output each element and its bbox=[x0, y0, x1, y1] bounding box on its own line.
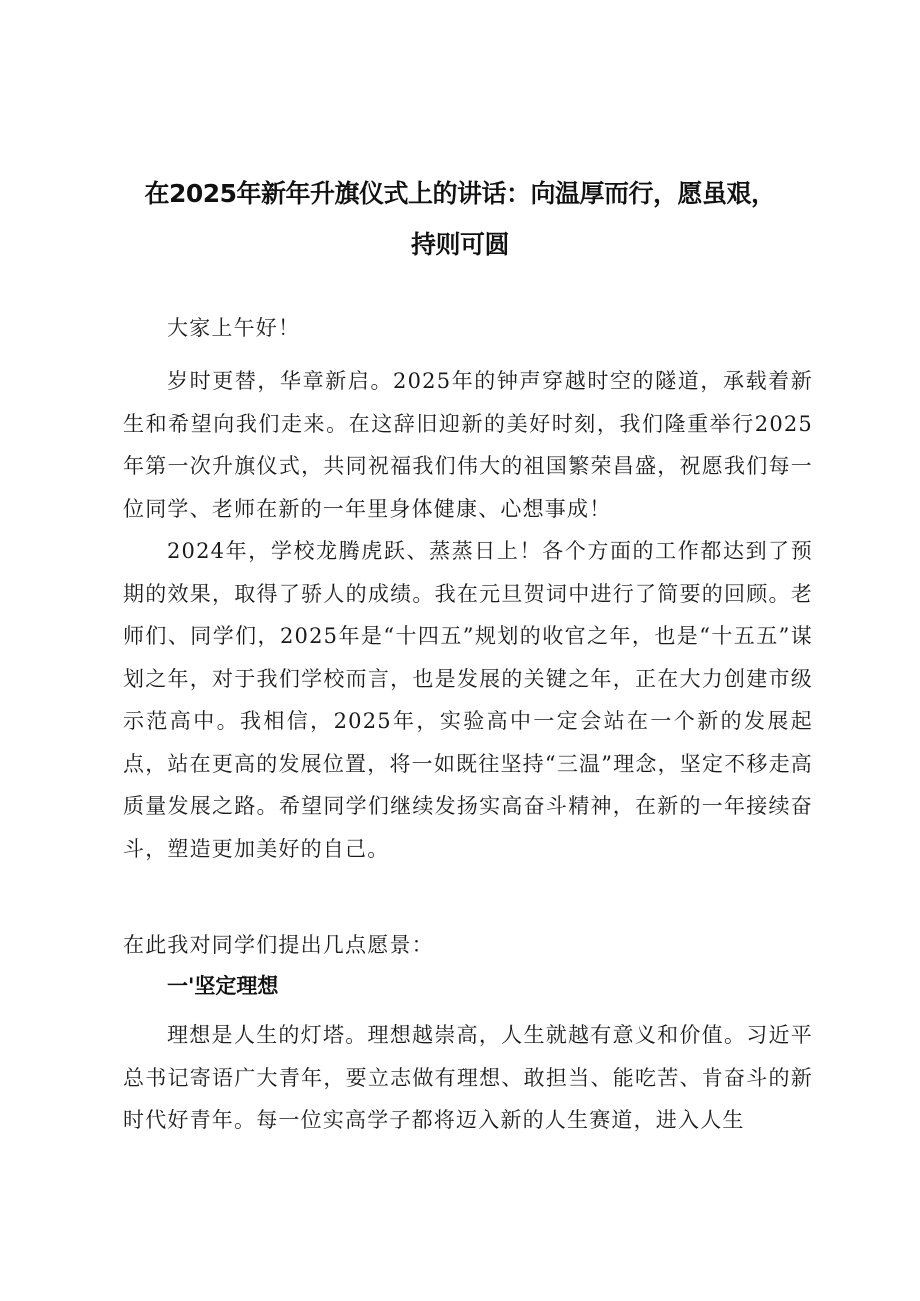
paragraph-3: 理想是人生的灯塔。理想越崇高，人生就越有意义和价值。习近平总书记寄语广大青年，要立志做有理想、敢担当、能吃苦、肯奋斗的新时代好青年。每一位实高学子都将迈入新的人生赛道，进入人生 bbox=[123, 1023, 813, 1132]
document-title-line-1: 在2025年新年升旗仪式上的讲话：向温厚而行，愿虽艰， bbox=[144, 179, 776, 208]
section-heading-1: 一'坚定理想 bbox=[167, 974, 279, 998]
document-title-line-2: 持则可圆 bbox=[410, 230, 509, 259]
paragraph-2: 2024年，学校龙腾虎跃、蒸蒸日上！各个方面的工作都达到了预期的效果，取得了骄人的成绩。我在元旦贺词中进行了简要的回顾。老师们、同学们，2025年是“十四五”规划的收官之年，也是“十五五”谋划之年，对于我们学校而言，也是发展的关键之年，正在大力创建市级示范高中。我相信，2025年，实验高中一定会站在一个新的发展起点，站在更高的发展位置，将一如既往坚持“三温”理念，坚定不移走高质量发展之路。希望同学们继续发扬实高奋斗精神，在新的一年接续奋斗，塑造更加美好的自己。 bbox=[123, 539, 813, 861]
intro-line: 在此我对同学们提出几点愿景： bbox=[123, 933, 434, 957]
greeting: 大家上午好！ bbox=[167, 316, 301, 340]
paragraph-1: 岁时更替，华章新启。2025年的钟声穿越时空的隧道，承载着新生和希望向我们走来。在这辞旧迎新的美好时刻，我们隆重举行2025年第一次升旗仪式，共同祝福我们伟大的祖国繁荣昌盛，祝愿我们每一位同学、老师在新的一年里身体健康、心想事成！ bbox=[123, 369, 813, 521]
